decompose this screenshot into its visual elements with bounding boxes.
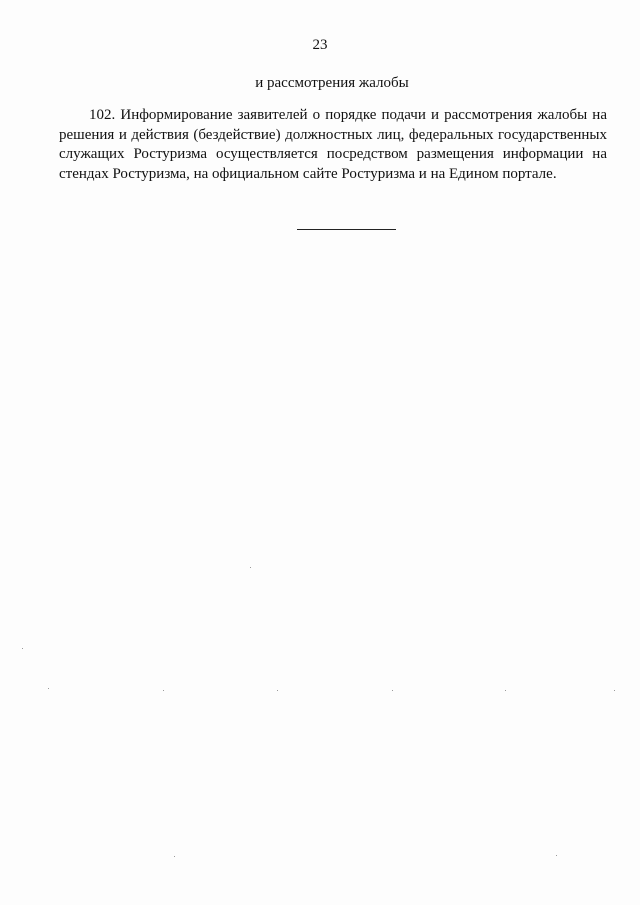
scan-speck — [556, 855, 557, 856]
end-divider — [297, 229, 396, 230]
scan-speck — [277, 690, 278, 691]
page-number: 23 — [312, 37, 328, 53]
scan-speck — [505, 690, 506, 691]
scan-speck — [392, 690, 393, 691]
scan-speck — [48, 688, 49, 689]
scan-speck — [250, 567, 251, 568]
paragraph-102: 102. Информирование заявителей о порядке подачи и рассмотрения жалобы на решения и действия (бездействие) должностных лиц, федеральных государственных служащих Ростуризма осуществляется посредством размещения информации на стендах Ростуризма, на официальном сайте Ростуризма и на Едином портале. — [59, 107, 607, 182]
scan-speck — [614, 690, 615, 691]
scan-speck — [22, 648, 23, 649]
scan-speck — [174, 856, 175, 857]
section-heading: и рассмотрения жалобы — [255, 75, 409, 91]
scan-speck — [163, 690, 164, 691]
